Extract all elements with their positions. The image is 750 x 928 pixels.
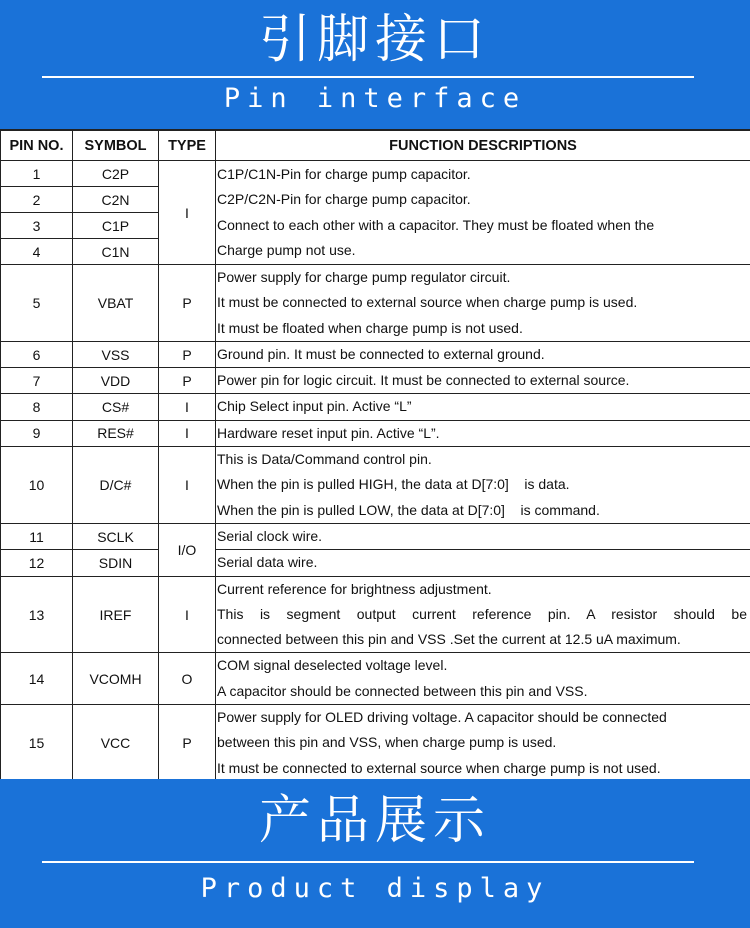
pin-symbol: C2N [73, 187, 159, 213]
pin-type: I [159, 394, 216, 420]
header-title-en: Pin interface [223, 83, 527, 114]
pin-description [216, 447, 750, 524]
table-row [1, 523, 750, 549]
desc-line: Current reference for brightness adjustment. [217, 580, 492, 597]
pin-no: 11 [1, 523, 73, 549]
pin-description [216, 368, 750, 394]
pin-description [216, 550, 750, 576]
table-row [1, 653, 750, 705]
header-divider [42, 76, 694, 78]
pin-description [216, 341, 750, 367]
pin-type: O [159, 653, 216, 705]
pin-type: I [159, 447, 216, 524]
pin-no: 13 [1, 576, 73, 653]
desc-line: Connect to each other with a capacitor. They must be floated when the [217, 216, 655, 233]
desc-line: between this pin and VSS, when charge pump is used. [217, 734, 557, 751]
pin-symbol: SCLK [73, 523, 159, 549]
desc-line: C1P/C1N-Pin for charge pump capacitor. [217, 165, 471, 182]
pin-no: 15 [1, 705, 73, 782]
pin-table [0, 129, 750, 782]
footer-title-en: Product display [200, 873, 550, 904]
pin-symbol: C1N [73, 239, 159, 265]
pin-no: 5 [1, 265, 73, 342]
table-row [1, 341, 750, 367]
header-banner [0, 0, 750, 129]
footer-divider [42, 861, 694, 863]
pin-type: P [159, 265, 216, 342]
desc-line: Power pin for logic circuit. It must be connected to external source. [217, 372, 630, 389]
desc-line: Charge pump not use. [217, 241, 356, 258]
pin-no: 10 [1, 447, 73, 524]
pin-type: P [159, 705, 216, 782]
col-header-pin: PIN NO. [1, 130, 73, 161]
header-title-cn: 引脚接口 [258, 10, 491, 70]
pin-symbol: D/C# [73, 447, 159, 524]
pin-description [216, 394, 750, 420]
pin-description [216, 265, 750, 342]
col-header-function: FUNCTION DESCRIPTIONS [216, 130, 750, 161]
desc-line: It must be floated when charge pump is not used. [217, 319, 523, 336]
pin-symbol: SDIN [73, 550, 159, 576]
pin-no: 7 [1, 368, 73, 394]
pin-no: 12 [1, 550, 73, 576]
pin-symbol: VDD [73, 368, 159, 394]
desc-line: Serial clock wire. [217, 527, 323, 544]
pin-description [216, 523, 750, 549]
pin-symbol: C1P [73, 213, 159, 239]
pin-no: 14 [1, 653, 73, 705]
table-row [1, 447, 750, 524]
table-row [1, 161, 750, 187]
pin-type: P [159, 341, 216, 367]
pin-type: P [159, 368, 216, 394]
pin-symbol: CS# [73, 394, 159, 420]
table-header-row [1, 130, 750, 161]
pin-type: I/O [159, 523, 216, 576]
desc-line: Serial data wire. [217, 554, 318, 571]
table-row [1, 576, 750, 653]
pin-no: 8 [1, 394, 73, 420]
pin-description [216, 161, 750, 265]
desc-line: Chip Select input pin. Active “L” [217, 398, 412, 415]
desc-line: COM signal deselected voltage level. [217, 657, 448, 674]
pin-description [216, 420, 750, 446]
table-row [1, 550, 750, 576]
pin-description [216, 653, 750, 705]
desc-line: Hardware reset input pin. Active “L”. [217, 424, 440, 441]
pin-no: 1 [1, 161, 73, 187]
desc-line: This is Data/Command control pin. [217, 451, 432, 468]
pin-no: 2 [1, 187, 73, 213]
desc-line: When the pin is pulled HIGH, the data at D[7:0] is data. [217, 476, 570, 493]
col-header-symbol: SYMBOL [73, 130, 159, 161]
table-row [1, 265, 750, 342]
desc-line: Power supply for charge pump regulator circuit. [217, 269, 511, 285]
table-row [1, 368, 750, 394]
pin-description [216, 705, 750, 782]
pin-type: I [159, 161, 216, 265]
desc-line: C2P/C2N-Pin for charge pump capacitor. [217, 191, 471, 208]
desc-line: A capacitor should be connected between this pin and VSS. [217, 682, 588, 699]
pin-type: I [159, 576, 216, 653]
pin-type: I [159, 420, 216, 446]
pin-symbol: VSS [73, 341, 159, 367]
desc-line: Ground pin. It must be connected to external ground. [217, 345, 545, 362]
pin-symbol: VBAT [73, 265, 159, 342]
table-row [1, 420, 750, 446]
table-row [1, 394, 750, 420]
desc-line: When the pin is pulled LOW, the data at D[7:0] is command. [217, 501, 600, 518]
pin-symbol: IREF [73, 576, 159, 653]
desc-line: This is segment output current reference pin. A resistor should be [217, 605, 747, 622]
pin-symbol: C2P [73, 161, 159, 187]
pin-symbol: VCC [73, 705, 159, 782]
col-header-type: TYPE [159, 130, 216, 161]
pin-no: 6 [1, 341, 73, 367]
pin-description [216, 576, 750, 653]
pin-symbol: VCOMH [73, 653, 159, 705]
desc-line: connected between this pin and VSS .Set the current at 12.5 uA maximum. [217, 631, 681, 648]
pin-symbol: RES# [73, 420, 159, 446]
desc-line: Power supply for OLED driving voltage. A capacitor should be connected [217, 709, 667, 726]
table-row [1, 705, 750, 782]
pin-no: 4 [1, 239, 73, 265]
pin-no: 9 [1, 420, 73, 446]
desc-line: It must be connected to external source when charge pump is used. [217, 294, 638, 311]
footer-title-cn: 产品展示 [258, 791, 491, 851]
footer-banner [0, 779, 750, 928]
desc-line: It must be connected to external source when charge pump is not used. [217, 759, 661, 776]
pin-no: 3 [1, 213, 73, 239]
